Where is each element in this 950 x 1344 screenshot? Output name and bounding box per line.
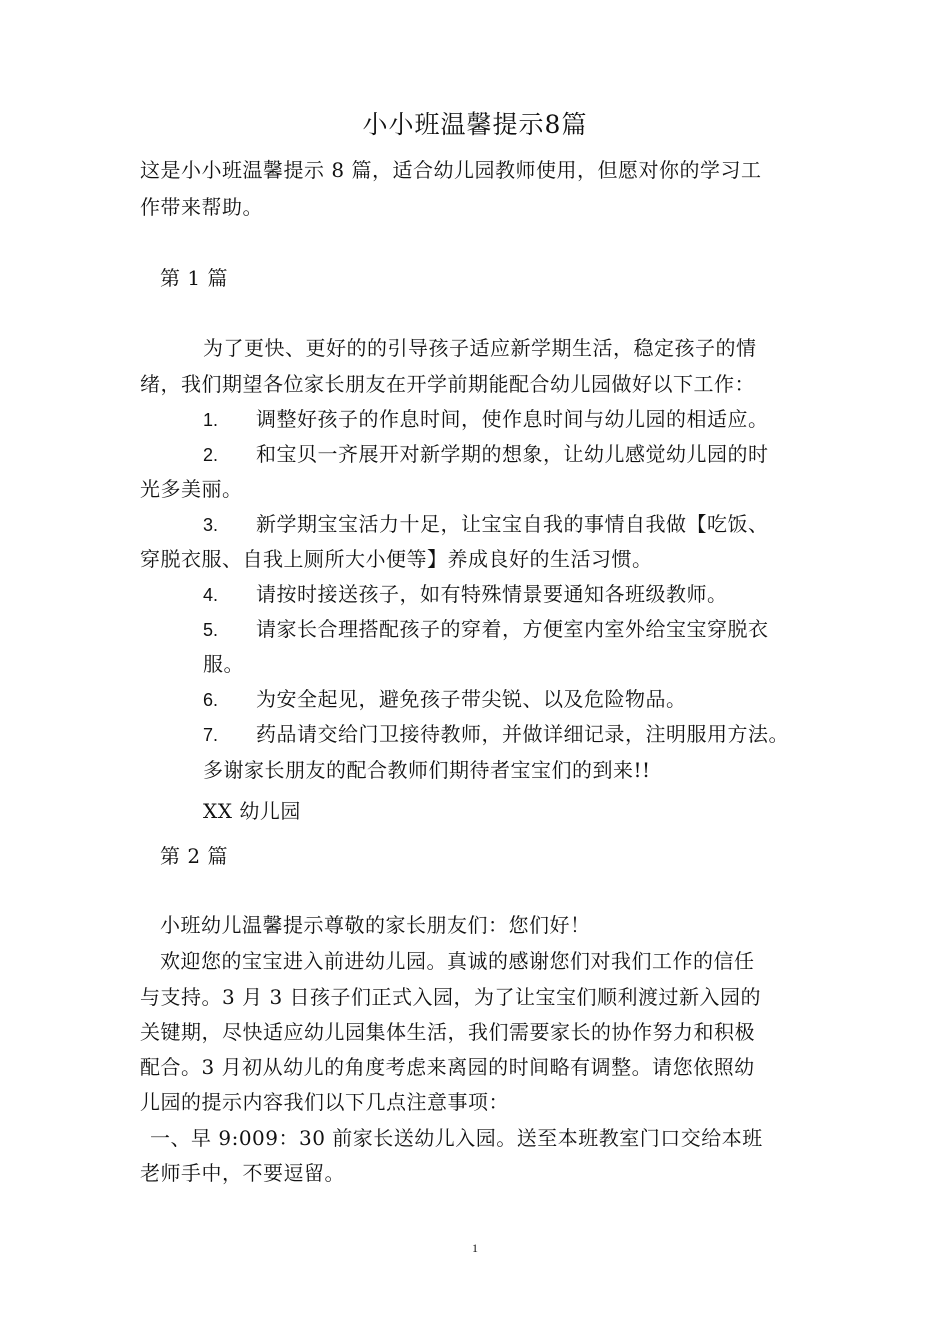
section-1-para-line-2: 绪，我们期望各位家长朋友在开学前期能配合幼儿园做好以下工作： [140,372,755,396]
intro-line-1: 这是小小班温馨提示 8 篇，适合幼儿园教师使用，但愿对你的学习工 [140,158,762,182]
section-2-greeting: 小班幼儿温馨提示尊敬的家长朋友们：您们好！ [160,913,591,937]
list-item-text: 为安全起见，避免孩子带尖锐、以及危险物品。 [256,687,687,711]
list-item-text: 调整好孩子的作息时间，使作息时间与幼儿园的相适应。 [256,407,769,431]
document-title: 小小班温馨提示8篇 [362,110,588,139]
point-1-line-1: 一、早 9:009：30 前家长送幼儿入园。送至本班教室门口交给本班 [150,1126,763,1150]
list-item-text: 和宝贝一齐展开对新学期的想象，让幼儿感觉幼儿园的时 [256,442,769,466]
list-item-text: 请按时接送孩子，如有特殊情景要通知各班级教师。 [256,582,728,606]
list-item-text-continued: 穿脱衣服、自我上厕所大小便等】养成良好的生活习惯。 [140,547,653,571]
list-item-text: 请家长合理搭配孩子的穿着，方便室内室外给宝宝穿脱衣 [256,617,769,641]
list-item-text: 新学期宝宝活力十足，让宝宝自我的事情自我做【吃饭、 [256,512,769,536]
list-item-text: 药品请交给门卫接待教师，并做详细记录，注明服用方法。 [256,722,789,746]
list-item-number: 5. [203,620,219,640]
list-item-number: 1. [203,410,219,430]
section-2-heading: 第 2 篇 [160,844,228,868]
list-item-number: 4. [203,585,219,605]
point-1-line-2: 老师手中，不要逗留。 [140,1161,345,1185]
list-item-number: 2. [203,445,219,465]
section-2-para-line-5: 儿园的提示内容我们以下几点注意事项： [140,1090,509,1114]
intro-line-2: 作带来帮助。 [140,195,263,219]
section-1-heading: 第 1 篇 [160,266,228,290]
signature: XX 幼儿园 [203,799,301,823]
thanks-line: 多谢家长朋友的配合教师们期待者宝宝们的到来!! [203,758,651,782]
section-2-para-line-4: 配合。3 月初从幼儿的角度考虑来离园的时间略有调整。请您依照幼 [140,1055,755,1079]
section-2-para-line-2: 与支持。3 月 3 日孩子们正式入园，为了让宝宝们顺利渡过新入园的 [140,985,762,1009]
list-item-number: 3. [203,515,219,535]
page-number: 1 [472,1241,478,1255]
list-item-text-continued: 服。 [203,652,244,676]
list-item-number: 7. [203,725,219,745]
section-2-para-line-1: 欢迎您的宝宝进入前进幼儿园。真诚的感谢您们对我们工作的信任 [160,949,755,973]
section-1-para-line-1: 为了更快、更好的的引导孩子适应新学期生活，稳定孩子的情 [203,336,757,360]
list-item-text-continued: 光多美丽。 [140,477,243,501]
section-2-para-line-3: 关键期，尽快适应幼儿园集体生活，我们需要家长的协作努力和积极 [140,1020,755,1044]
list-item-number: 6. [203,690,219,710]
